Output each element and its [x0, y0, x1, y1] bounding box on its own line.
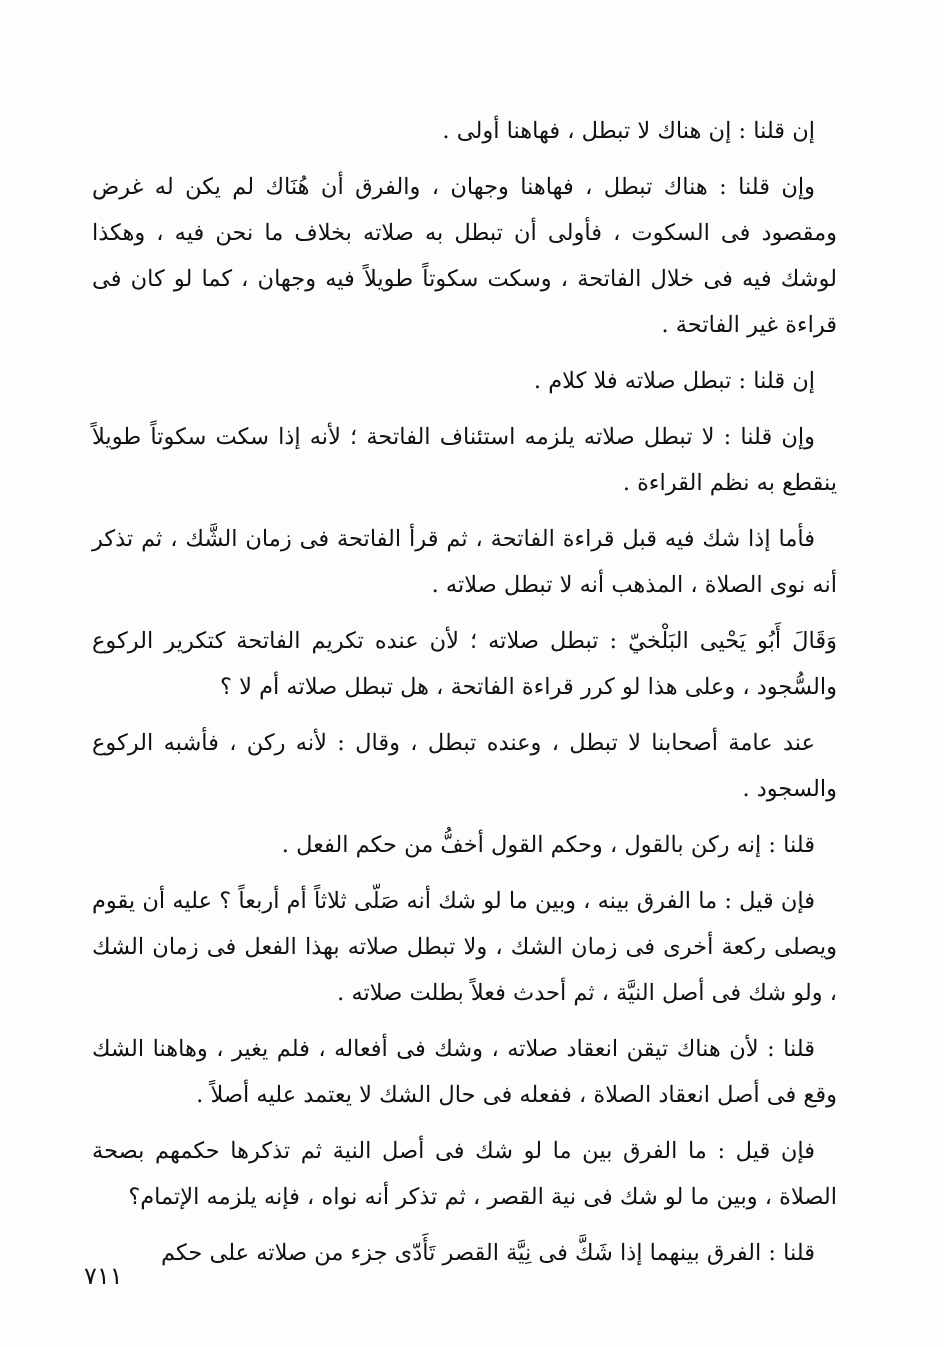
paragraph-9: فإن قيل : ما الفرق بينه ، وبين ما لو شك أنه صَلّى ثلاثاً أم أربعاً ؟ عليه أن يقوم ويصلى ركعة أخرى فى زمان الشك ، ولا تبطل صلاته بهذا الفعل فى زمان الشك ، ولو شك فى أصل النيَّة ، ثم أحدث فعلاً بطلت صلاته .	[92, 888, 837, 1006]
paragraph-10: قلنا : لأن هناك تيقن انعقاد صلاته ، وشك فى أفعاله ، فلم يغير ، وهاهنا الشك وقع فى أصل انعقاد الصلاة ، ففعله فى حال الشك لا يعتمد عليه أصلاً .	[92, 1036, 837, 1108]
paragraph-4: وإن قلنا : لا تبطل صلاته يلزمه استئناف الفاتحة ؛ لأنه إذا سكت سكوتاً طويلاً ينقطع به نظم القراءة .	[92, 424, 837, 496]
paragraph-1: إن قلنا : إن هناك لا تبطل ، فهاهنا أولى .	[442, 118, 815, 144]
paragraph-5: فأما إذا شك فيه قبل قراءة الفاتحة ، ثم قرأ الفاتحة فى زمان الشَّك ، ثم تذكر أنه نوى الصلاة ، المذهب أنه لا تبطل صلاته .	[92, 526, 837, 598]
page-number: ٧١١	[84, 1262, 123, 1290]
paragraph-7: عند عامة أصحابنا لا تبطل ، وعنده تبطل ، وقال : لأنه ركن ، فأشبه الركوع والسجود .	[92, 730, 837, 802]
paragraph-3: إن قلنا : تبطل صلاته فلا كلام .	[533, 368, 815, 394]
paragraph-2: وإن قلنا : هناك تبطل ، فهاهنا وجهان ، والفرق أن هُنَاك لم يكن له غرض ومقصود فى السكوت ، فأولى أن تبطل به صلاته بخلاف ما نحن فيه ، وهكذا لوشك فيه فى خلال الفاتحة ، وسكت سكوتاً طويلاً فيه وجهان ، كما لو كان فى قراءة غير الفاتحة .	[92, 174, 837, 338]
paragraph-8: قلنا : إنه ركن بالقول ، وحكم القول أخفُّ من حكم الفعل .	[281, 832, 815, 858]
paragraph-12: قلنا : الفرق بينهما إذا شَكَّ فى نِيَّة القصر تَأَدّى جزء من صلاته على حكم	[161, 1240, 815, 1266]
body-text	[92, 108, 837, 1286]
paragraph-6: وَقَالَ أَبُو يَحْيى البَلْخيّ : تبطل صلاته ؛ لأن عنده تكريم الفاتحة كتكرير الركوع والسُّجود ، وعلى هذا لو كرر قراءة الفاتحة ، هل تبطل صلاته أم لا ؟	[92, 628, 837, 700]
paragraph-11: فإن قيل : ما الفرق بين ما لو شك فى أصل النية ثم تذكرها حكمهم بصحة الصلاة ، وبين ما لو شك فى نية القصر ، ثم تذكر أنه نواه ، فإنه يلزمه الإتمام؟	[92, 1138, 837, 1210]
